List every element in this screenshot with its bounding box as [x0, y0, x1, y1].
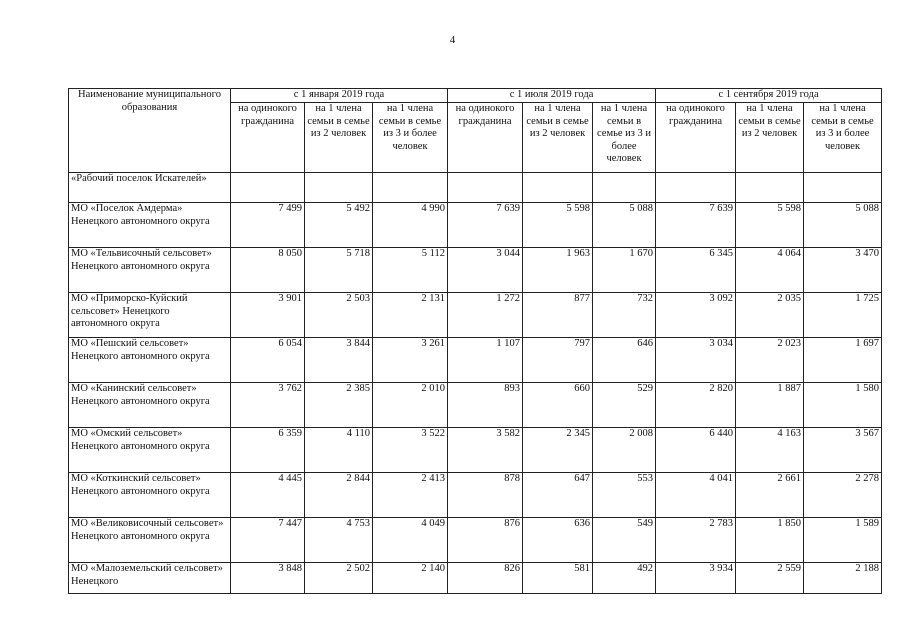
- cell-value: 7 499: [231, 203, 305, 248]
- cell-value: 529: [593, 383, 656, 428]
- cell-value: 1 589: [804, 518, 882, 563]
- table-row: [69, 248, 882, 293]
- cell-value: 553: [593, 473, 656, 518]
- cell-value: 2 413: [373, 473, 448, 518]
- row-name: МО «Омский сельсовет» Ненецкого автономного округа: [69, 428, 231, 473]
- cell-value: 1 963: [523, 248, 593, 293]
- cell-value: [656, 173, 736, 203]
- page-number: 4: [449, 34, 456, 46]
- cell-value: 3 567: [804, 428, 882, 473]
- cell-value: 2 661: [736, 473, 804, 518]
- cell-value: 6 440: [656, 428, 736, 473]
- cell-value: 581: [523, 563, 593, 594]
- cell-value: 1 725: [804, 293, 882, 338]
- table-row: [69, 473, 882, 518]
- table-header: [69, 89, 882, 173]
- cell-value: 5 718: [305, 248, 373, 293]
- cell-value: 1 670: [593, 248, 656, 293]
- row-name: МО «Великовисочный сельсовет» Ненецкого автономного округа: [69, 518, 231, 563]
- subheader-family-2: на 1 члена семьи в семье из 2 человек: [523, 103, 593, 173]
- subheader-family-3plus: на 1 члена семьи в семье из 3 и более человек: [373, 103, 448, 173]
- table-row: [69, 428, 882, 473]
- row-name: МО «Приморско-Куйский сельсовет» Ненецкого автономного округа: [69, 293, 231, 338]
- cell-value: 2 023: [736, 338, 804, 383]
- cell-value: [373, 173, 448, 203]
- cell-value: 5 492: [305, 203, 373, 248]
- row-name: «Рабочий поселок Искателей»: [69, 173, 231, 203]
- cell-value: 4 445: [231, 473, 305, 518]
- row-name: МО «Канинский сельсовет» Ненецкого автономного округа: [69, 383, 231, 428]
- table-row: [69, 173, 882, 203]
- cell-value: 8 050: [231, 248, 305, 293]
- cell-value: 4 163: [736, 428, 804, 473]
- table-row: [69, 383, 882, 428]
- cell-value: 2 503: [305, 293, 373, 338]
- column-header-name: Наименование муниципального образования: [69, 89, 231, 173]
- cell-value: 6 054: [231, 338, 305, 383]
- subheader-family-2: на 1 члена семьи в семье из 2 человек: [736, 103, 804, 173]
- cell-value: 2 188: [804, 563, 882, 594]
- cell-value: 877: [523, 293, 593, 338]
- cell-value: [523, 173, 593, 203]
- period-header-row: [69, 89, 882, 103]
- cell-value: 2 010: [373, 383, 448, 428]
- cell-value: 1 107: [448, 338, 523, 383]
- row-name: МО «Тельвисочный сельсовет» Ненецкого автономного округа: [69, 248, 231, 293]
- cell-value: 2 502: [305, 563, 373, 594]
- cell-value: 4 064: [736, 248, 804, 293]
- table-body: [69, 173, 882, 594]
- cell-value: 1 697: [804, 338, 882, 383]
- cell-value: 1 580: [804, 383, 882, 428]
- cell-value: 4 049: [373, 518, 448, 563]
- cell-value: 2 035: [736, 293, 804, 338]
- subheader-family-3plus: на 1 члена семьи в семье из 3 и более человек: [804, 103, 882, 173]
- row-name: МО «Малоземельский сельсовет» Ненецкого: [69, 563, 231, 594]
- cell-value: 2 559: [736, 563, 804, 594]
- cell-value: 2 278: [804, 473, 882, 518]
- cell-value: 2 783: [656, 518, 736, 563]
- cell-value: [593, 173, 656, 203]
- cell-value: 549: [593, 518, 656, 563]
- cell-value: 7 639: [448, 203, 523, 248]
- cell-value: 6 345: [656, 248, 736, 293]
- cell-value: 3 934: [656, 563, 736, 594]
- cell-value: 2 345: [523, 428, 593, 473]
- cell-value: 5 598: [736, 203, 804, 248]
- cell-value: 3 522: [373, 428, 448, 473]
- subheader-single: на одинокого гражданина: [448, 103, 523, 173]
- cell-value: 7 639: [656, 203, 736, 248]
- cell-value: 647: [523, 473, 593, 518]
- cell-value: 5 112: [373, 248, 448, 293]
- cell-value: 4 110: [305, 428, 373, 473]
- cell-value: 797: [523, 338, 593, 383]
- cell-value: 5 088: [593, 203, 656, 248]
- cell-value: 4 990: [373, 203, 448, 248]
- cell-value: 3 034: [656, 338, 736, 383]
- table-row: [69, 203, 882, 248]
- cell-value: 3 044: [448, 248, 523, 293]
- cell-value: 3 470: [804, 248, 882, 293]
- table-row: [69, 293, 882, 338]
- cell-value: 2 008: [593, 428, 656, 473]
- cell-value: [736, 173, 804, 203]
- cell-value: 2 140: [373, 563, 448, 594]
- cell-value: 3 092: [656, 293, 736, 338]
- period-header-september: с 1 сентября 2019 года: [656, 89, 882, 103]
- cell-value: 3 844: [305, 338, 373, 383]
- period-header-january: с 1 января 2019 года: [231, 89, 448, 103]
- subheader-single: на одинокого гражданина: [231, 103, 305, 173]
- cell-value: 2 820: [656, 383, 736, 428]
- period-header-july: с 1 июля 2019 года: [448, 89, 656, 103]
- cell-value: 7 447: [231, 518, 305, 563]
- cell-value: 3 848: [231, 563, 305, 594]
- cell-value: 2 385: [305, 383, 373, 428]
- row-name: МО «Поселок Амдерма» Ненецкого автономного округа: [69, 203, 231, 248]
- subheader-family-2: на 1 члена семьи в семье из 2 человек: [305, 103, 373, 173]
- row-name: МО «Пешский сельсовет» Ненецкого автономного округа: [69, 338, 231, 383]
- cell-value: 3 582: [448, 428, 523, 473]
- cell-value: 826: [448, 563, 523, 594]
- cell-value: 1 850: [736, 518, 804, 563]
- table-row: [69, 518, 882, 563]
- cell-value: 3 762: [231, 383, 305, 428]
- cell-value: 646: [593, 338, 656, 383]
- cell-value: 878: [448, 473, 523, 518]
- cell-value: 2 131: [373, 293, 448, 338]
- row-name: МО «Коткинский сельсовет» Ненецкого автономного округа: [69, 473, 231, 518]
- subheader-single: на одинокого гражданина: [656, 103, 736, 173]
- cell-value: 6 359: [231, 428, 305, 473]
- cell-value: 4 041: [656, 473, 736, 518]
- cell-value: 893: [448, 383, 523, 428]
- cell-value: 876: [448, 518, 523, 563]
- cell-value: 660: [523, 383, 593, 428]
- cell-value: 2 844: [305, 473, 373, 518]
- cell-value: 636: [523, 518, 593, 563]
- cell-value: 4 753: [305, 518, 373, 563]
- cell-value: 5 598: [523, 203, 593, 248]
- cell-value: 732: [593, 293, 656, 338]
- cell-value: 3 901: [231, 293, 305, 338]
- cell-value: [804, 173, 882, 203]
- subsistence-minimum-table: [68, 88, 882, 594]
- cell-value: [448, 173, 523, 203]
- subheader-family-3plus: на 1 члена семьи в семье из 3 и более человек: [593, 103, 656, 173]
- cell-value: 5 088: [804, 203, 882, 248]
- cell-value: 492: [593, 563, 656, 594]
- table-row: [69, 338, 882, 383]
- cell-value: [231, 173, 305, 203]
- cell-value: 1 272: [448, 293, 523, 338]
- cell-value: 1 887: [736, 383, 804, 428]
- table-row: [69, 563, 882, 594]
- cell-value: [305, 173, 373, 203]
- cell-value: 3 261: [373, 338, 448, 383]
